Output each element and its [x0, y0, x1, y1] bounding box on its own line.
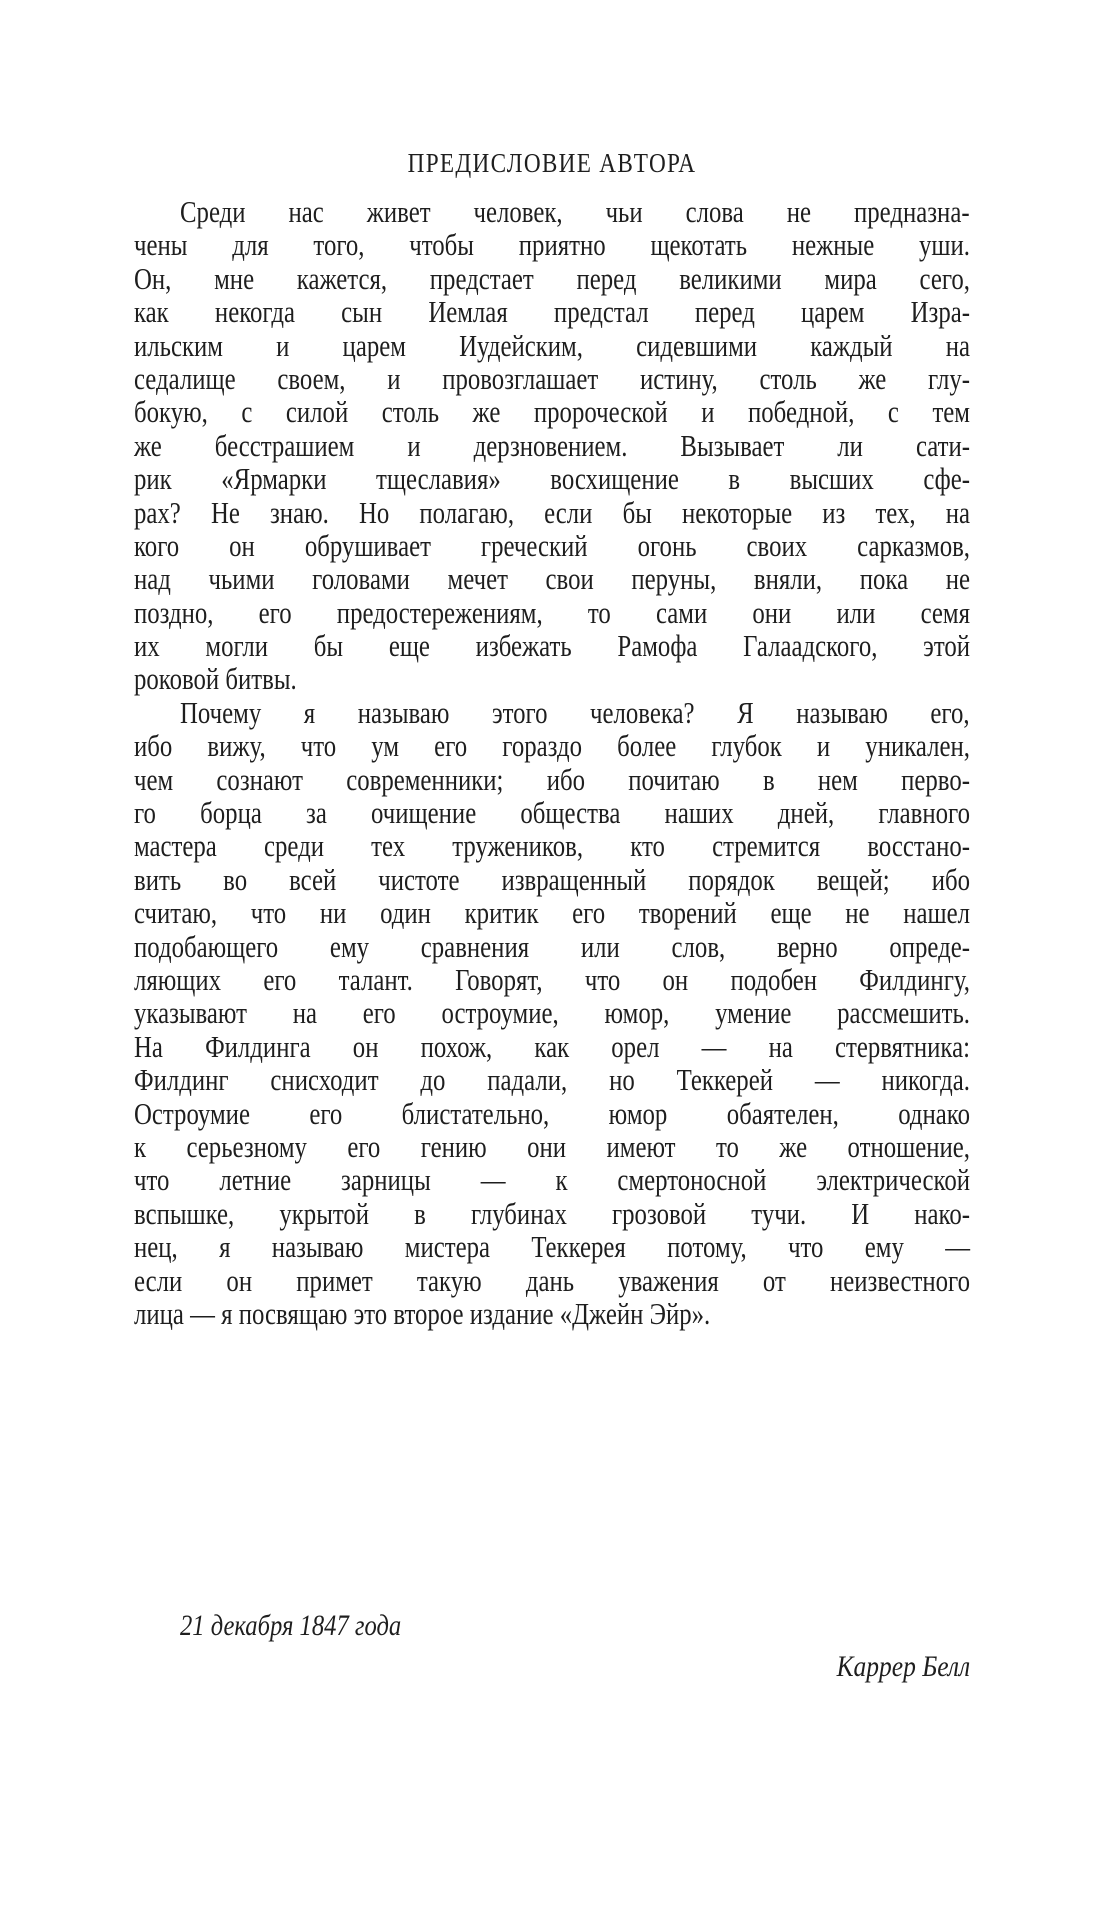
text-line — [134, 1230, 970, 1263]
text-line — [134, 496, 970, 529]
text-line-content: чем сознают современники; ибо почитаю в нем перво- — [134, 761, 970, 797]
paragraph — [134, 195, 970, 696]
text-line-content: ибо вижу, что ум его гораздо более глубок и уникален, — [134, 728, 970, 764]
text-line-content: если он примет такую дань уважения от неизвестного — [134, 1262, 970, 1298]
text-line-content: седалище своем, и провозглашает истину, столь же глу- — [134, 360, 970, 396]
text-line — [134, 1097, 970, 1130]
text-line-content: рик «Ярмарки тщеславия» восхищение в высших сфе- — [134, 461, 970, 497]
text-line — [134, 1197, 970, 1230]
text-line-content: считаю, что ни один критик его творений еще не нашел — [134, 895, 970, 931]
text-line-content: подобающего ему сравнения или слов, верно опреде- — [134, 928, 970, 964]
text-line — [134, 963, 970, 996]
text-line-content: кого он обрушивает греческий огонь своих сарказмов, — [134, 527, 970, 563]
text-line-content: их могли бы еще избежать Рамофа Галаадского, этой — [134, 628, 970, 664]
text-line-content: указывают на его остроумие, юмор, умение рассмешить. — [134, 995, 970, 1031]
text-line — [134, 1030, 970, 1063]
text-line — [134, 930, 970, 963]
text-line — [134, 596, 970, 629]
text-line — [134, 829, 970, 862]
text-line-content: го борца за очищение общества наших дней, главного — [134, 795, 970, 831]
text-line-content: ильским и царем Иудейским, сидевшими каждый на — [134, 327, 970, 363]
text-line-content: же бесстрашием и дерзновением. Вызывает ли сати- — [134, 427, 970, 463]
text-line — [134, 429, 970, 462]
text-line-content: что летние зарницы — к смертоносной электрической — [134, 1162, 970, 1198]
text-line-content: чены для того, чтобы приятно щекотать нежные уши. — [134, 227, 970, 263]
text-line-content: Он, мне кажется, предстает перед великими мира сего, — [134, 260, 970, 296]
text-line — [134, 863, 970, 896]
text-line — [134, 696, 970, 729]
text-line — [134, 362, 970, 395]
text-line — [134, 562, 970, 595]
author-signature: Каррер Белл — [836, 1650, 970, 1683]
text-line — [134, 996, 970, 1029]
text-line — [134, 395, 970, 428]
text-line — [134, 295, 970, 328]
page-title: ПРЕДИСЛОВИЕ АВТОРА — [407, 148, 697, 178]
preface-date: 21 декабря 1847 года — [180, 1609, 402, 1642]
text-line-content: рах? Не знаю. Но полагаю, если бы некоторые из тех, на — [134, 494, 970, 530]
text-line-content: мастера среди тех тружеников, кто стремится восстано- — [134, 828, 970, 864]
preface-body — [134, 195, 970, 1330]
text-line — [134, 1063, 970, 1096]
text-line — [134, 529, 970, 562]
text-line — [134, 1163, 970, 1196]
text-line — [134, 796, 970, 829]
text-line-content: нец, я называю мистера Теккерея потому, что ему — — [134, 1229, 970, 1265]
text-line — [134, 662, 970, 695]
text-line-content: роковой битвы. — [134, 661, 297, 697]
text-line-content: Среди нас живет человек, чьи слова не предназна- — [180, 194, 970, 229]
text-line — [134, 262, 970, 295]
text-line-content: ляющих его талант. Говорят, что он подобен Филдингу, — [134, 961, 970, 997]
text-line-content: Филдинг снисходит до падали, но Теккерей — никогда. — [134, 1062, 970, 1098]
text-line — [134, 896, 970, 929]
text-line-content: На Филдинга он похож, как орел — на стервятника: — [134, 1028, 970, 1064]
text-line — [134, 1130, 970, 1163]
text-line — [134, 228, 970, 261]
text-line-content: над чьими головами мечет свои перуны, вняли, пока не — [134, 561, 970, 597]
text-line-content: как некогда сын Иемлая предстал перед царем Изра- — [134, 294, 970, 330]
text-line — [134, 729, 970, 762]
text-line-content: вить во всей чистоте извращенный порядок вещей; ибо — [134, 861, 970, 897]
text-line-content: к серьезному его гению они имеют то же отношение, — [134, 1128, 970, 1164]
text-line — [134, 629, 970, 662]
paragraph — [134, 696, 970, 1330]
text-line-content: лица — я посвящаю это второе издание «Джейн Эйр». — [134, 1295, 711, 1331]
text-line — [134, 195, 970, 228]
text-line-content: поздно, его предостережениям, то сами они или семя — [134, 594, 970, 630]
text-line-content: бокую, с силой столь же пророческой и победной, с тем — [134, 394, 970, 430]
text-line — [134, 329, 970, 362]
text-line — [134, 462, 970, 495]
text-line — [134, 763, 970, 796]
text-line-content: Остроумие его блистательно, юмор обаятелен, однако — [134, 1095, 970, 1131]
text-line — [134, 1264, 970, 1297]
text-line-content: Почему я называю этого человека? Я называю его, — [180, 694, 970, 730]
text-line — [134, 1297, 970, 1330]
text-line-content: вспышке, укрытой в глубинах грозовой тучи. И нако- — [134, 1195, 970, 1231]
